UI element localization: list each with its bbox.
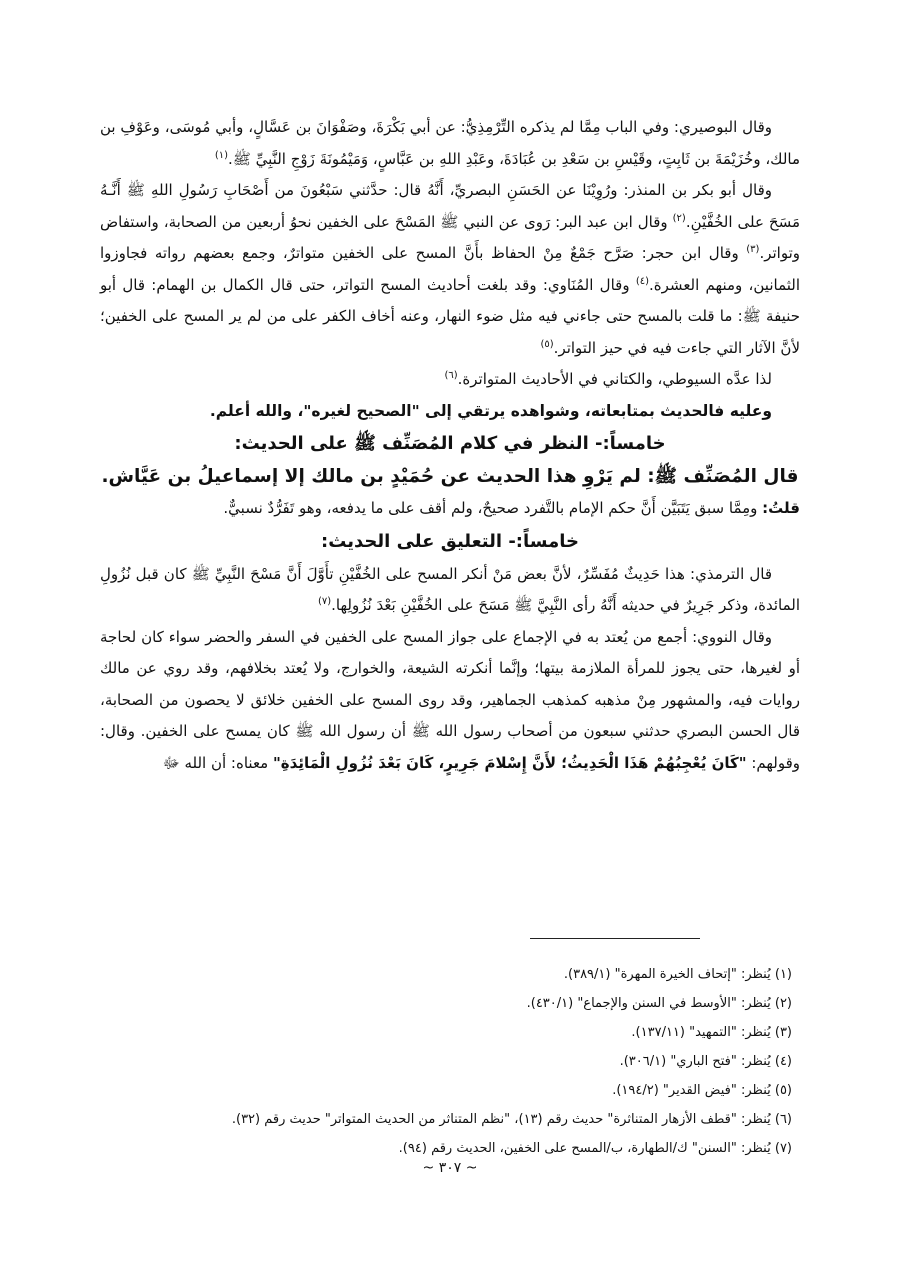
- paragraph-conclusion: وعليه فالحديث بمتابعاته، وشواهده يرتقي إلى "الصحيح لغيره"، والله أعلم.: [209, 401, 772, 420]
- paragraph-tirmidhi: قال الترمذي: هذا حَدِيثٌ مُفَسِّرٌ، لأنَّ بعض مَنْ أنكر المسح على الخُفَّيْنِ تأَوَّلَ أَنَّ مَسْحَ النَّبِيِّ ﷺ كان قبل نُزُولِ المائدة، وذكر جَرِيرٌ في حديثه أَنَّهُ رأى النَّبِيَّ ﷺ مَسَحَ على الخُفَّيْنِ بَعْدَ نُزُولِها.$^{(٧)}$: [100, 564, 800, 614]
- author-statement: قال المُصَنِّف ﷺ: لم يَرْوِ هذا الحديث عن حُمَيْدٍ بن مالك إلا إسماعيلُ بن عَيَّاش.: [101, 466, 799, 487]
- footnote-3: (٣) يُنظر: "التمهيد" (١٣٧/١١).: [631, 1025, 792, 1040]
- section-heading-taaliq: خامساً:- التعليق على الحديث:: [321, 530, 579, 552]
- section-heading-nazar: خامساً:- النظر في كلام المُصَنِّف ﷺ على الحديث:: [234, 433, 666, 454]
- page-number: ~ ٣٠٧ ~: [422, 1160, 478, 1176]
- paragraph-busiri: وقال البوصيري: وفي الباب مِمَّا لم يذكره التِّرْمِذِيُّ: عن أبي بَكْرَةَ، وصَفْوَانَ بن عَسَّالٍ، وأبي مُوسَى، وعَوْفِ بن مالك، وخُزَيْمَةَ بن ثَابِتٍ، وقَيْسِ بن سَعْدِ بن عُبَادَةَ، وعَبْدِ اللهِ بن عَبَّاسٍ، وَمَيْمُونَةَ زَوْجِ النَّبِيِّ ﷺ.$^{(١)}$: [100, 118, 800, 168]
- main-text: [100, 112, 800, 779]
- footnote-ref-2[interactable]: (٢): [672, 212, 686, 224]
- footnote-ref-4[interactable]: (٤): [635, 275, 650, 287]
- footnote-1: (١) يُنظر: "إتحاف الخيرة المهرة" (٣٨٩/١).: [563, 967, 792, 982]
- footnote-ref-1[interactable]: (١): [214, 149, 228, 161]
- footnote-5: (٥) يُنظر: "فيض القدير" (١٩٤/٢).: [612, 1083, 792, 1098]
- footnote-2: (٢) يُنظر: "الأوسط في السنن والإجماع" (٤٣٠/١).: [526, 996, 792, 1011]
- quoted-hadith: "كَانَ يُعْجِبُهُمْ هَذَا الْحَدِيثُ؛ لأَنَّ إِسْلامَ جَرِيرٍ، كَانَ بَعْدَ نُزُولِ الْمَائِدَةِ": [272, 753, 747, 772]
- paragraph-qultu: قلتُ: ومِمَّا سبق يَتَبَيَّن أَنَّ حكم الإمام بالتَّفرد صحيحٌ، ولم أقف على ما يدفعه، وهو تَفَرُّدٌ نسبيٌّ.: [223, 499, 800, 517]
- footnote-7: (٧) يُنظر: "السنن" ك/الطهارة، ب/المسح على الخفين، الحديث رقم (٩٤).: [398, 1141, 792, 1156]
- footnotes: [100, 960, 800, 1163]
- footnote-ref-6[interactable]: (٦): [444, 370, 458, 381]
- footnote-ref-5[interactable]: (٥): [540, 338, 554, 350]
- paragraph-suyuti: لذا عدَّه السيوطي، والكتاني في الأحاديث المتواترة.$^{(٦)}$: [444, 370, 772, 388]
- footnote-6: (٦) يُنظر: "قطف الأزهار المتناثرة" حديث رقم (١٣)، "نظم المتناثر من الحديث المتواتر" حديث رقم (٣٢).: [231, 1112, 792, 1127]
- paragraph-tawatur: وقال أبو بكر بن المنذر: ورُوِيْنَا عن الحَسَنِ البصريِّ، أَنَّهُ قال: حدَّثني سَبْعُونَ من أَصْحَابِ رَسُولِ اللهِ ﷺ أَنَّـهُ مَسَحَ على الخُفَّيْنِ.$^{(٢)}$ وقال ابن عبد البر: رَوى عن النبي ﷺ المَسْحَ على الخفين نحوُ أربعين من الصحابة، واستفاض وتواتر.$^{(٣)}$ وقال ابن حجر: صَرَّح جَمْعٌ مِنْ الحفاظ بأَنَّ المسح على الخفين متواترٌ، وجمع بعضهم رواته فجاوزوا الثمانين، ومنهم العشرة.$^{(٤)}$ وقال المُنَاوي: وقد بلغت أحاديث المسح التواتر، حتى قال الكمال بن الهمام: قال أبو حنيفة ﷺ: ما قلت بالمسح حتى جاءني فيه مثل ضوء النهار، وعنه أخاف الكفر على من لم ير المسح على الخفين؛ لأنَّ الآثار التي جاءت فيه في حيز التواتر.$^{(٥)}$: [100, 181, 801, 357]
- footnote-separator: [530, 938, 700, 939]
- footnote-ref-7[interactable]: (٧): [317, 596, 332, 607]
- footnote-4: (٤) يُنظر: "فتح الباري" (٣٠٦/١).: [619, 1054, 792, 1069]
- paragraph-nawawi: وقال النووي: أجمع من يُعتد به في الإجماع على جواز المسح على الخفين في السفر والحضر سواء كان لحاجة أو لغيرها، حتى يجوز للمرأة الملازمة بيتها؛ وإنَّما أنكرته الشيعة، والخوارج، ولا يُعتد بخلافهم، وقد روي عن مالك روايات فيه، والمشهور مِنْ مذهبه كمذهب الجماهير، وقد روى المسح على الخفين خلائق لا يحصون من الصحابة، قال الحسن البصري حدثني سبعون من أصحاب رسول الله ﷺ أن رسول الله ﷺ كان يمسح على الخفين. وقال: وقولهم: "كَانَ يُعْجِبُهُمْ هَذَا الْحَدِيثُ؛ لأَنَّ إِسْلامَ جَرِيرٍ، كَانَ بَعْدَ نُزُولِ الْمَائِدَةِ" معناه: أن الله ﷻ: [100, 627, 800, 772]
- footnote-ref-3[interactable]: (٣): [746, 244, 760, 255]
